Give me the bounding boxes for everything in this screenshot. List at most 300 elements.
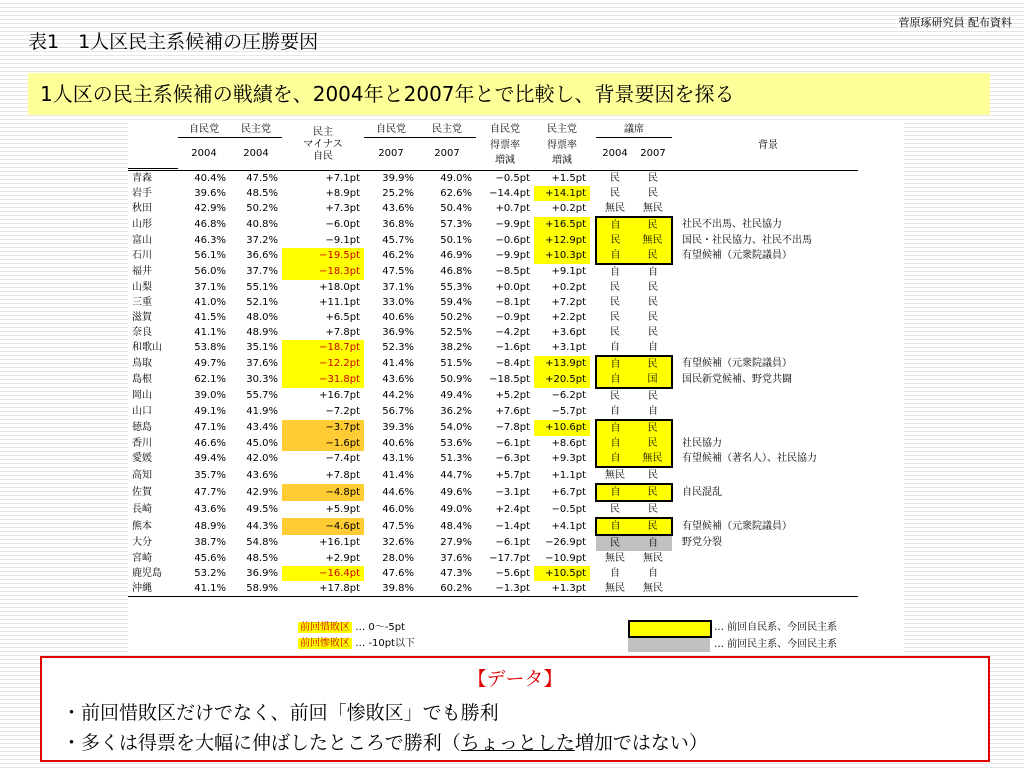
cell-seat-2004: 無民 [596,581,634,597]
cell-jimin-rate-change: −4.2pt [495,326,530,338]
cell-minshu-2004: 43.4% [246,422,278,433]
cell-jimin-rate-change: −0.9pt [495,311,530,323]
cell-jimin-2004: 46.8% [194,219,226,230]
cell-minshu-rate-change: +0.2pt [551,203,586,214]
table-row [128,325,858,340]
cell-diff-2004: +18.0pt [319,281,360,293]
cell-jimin-rate-change: −0.5pt [495,172,530,184]
legend-close-badge: 前回惜敗区 [300,622,350,633]
cell-minshu-2007: 50.9% [440,374,472,385]
cell-background [678,186,858,201]
cell-jimin-2007: 25.2% [382,187,414,199]
cell-prefecture: 三重 [132,296,152,308]
cell-jimin-2004: 48.9% [194,520,226,532]
cell-seat-2007: 自 [648,341,658,353]
table-row [128,535,858,551]
cell-background: 社民不出馬、社民協力 [682,219,782,230]
cell-jimin-2004: 41.0% [194,296,226,308]
cell-minshu-2004: 45.0% [246,437,278,449]
callout-heading: 【データ】 [467,668,563,690]
cell-minshu-rate-change: +3.6pt [551,326,586,338]
cell-minshu-rate-change: +1.3pt [534,581,590,597]
legend-big [298,636,415,651]
cell-minshu-rate-change: −6.2pt [551,390,586,401]
cell-seat-2004: 無民 [605,202,625,214]
cell-seat-2007: 民 [648,469,658,481]
cell-jimin-2007: 52.3% [382,342,414,353]
cell-jimin-2004: 40.4% [194,172,226,184]
cell-diff-2004: −12.2pt [282,356,364,372]
cell-jimin-2007: 47.5% [382,520,414,532]
cell-background: 有望候補（元衆院議員） [682,520,792,532]
cell-prefecture: 高知 [132,469,152,481]
table-row [128,217,858,233]
cell-jimin-2004: 37.1% [194,281,226,293]
hdr-diff-line2: マイナス [303,139,343,150]
cell-jimin-rate-change: −1.6pt [495,342,530,353]
cell-diff-2004: −9.1pt [325,234,360,246]
cell-seat-2004: 自 [596,436,634,451]
cell-seat-2007: 自 [648,567,658,579]
cell-prefecture: 和歌山 [132,342,162,353]
cell-minshu-2004: 48.5% [246,552,278,564]
table-row [128,340,858,356]
cell-minshu-2007: 55.3% [440,281,472,293]
table-row [128,436,858,451]
cell-seat-2007: 民 [648,326,658,338]
cell-background [678,566,858,581]
cell-jimin-2007: 45.7% [382,234,414,246]
cell-diff-2004: +8.9pt [325,187,360,199]
cell-seat-2004: 自 [596,248,634,264]
cell-background: 野党分裂 [682,537,722,548]
cell-jimin-2004: 49.4% [194,453,226,464]
cell-prefecture: 岡山 [132,390,152,401]
cell-minshu-2004: 35.1% [246,342,278,353]
cell-seat-2004: 民 [596,233,634,248]
cell-jimin-2007: 39.8% [364,581,418,597]
cell-diff-2004: −1.6pt [282,436,364,451]
cell-jimin-rate-change: +2.4pt [495,503,530,515]
cell-seat-2004: 自 [596,217,634,233]
cell-seat-2004: 民 [610,390,620,402]
cell-background: 国民新党候補、野党共闘 [682,374,792,385]
table-row [128,467,858,484]
hdr-rate-line3-m: 増減 [552,154,572,166]
cell-jimin-rate-change: −8.1pt [495,296,530,308]
cell-jimin-2007: 36.8% [382,219,414,230]
hdr-year-2004a: 2004 [191,147,217,159]
cell-jimin-rate-change: −5.6pt [495,567,530,579]
cell-diff-2004: −7.4pt [325,453,360,464]
legend-big-badge: 前回惨敗区 [300,638,350,649]
cell-minshu-rate-change: +9.1pt [551,266,586,277]
cell-jimin-2007: 37.1% [382,281,414,293]
cell-jimin-2004: 35.7% [194,469,226,481]
cell-seat-2004: 自 [610,405,620,417]
cell-prefecture: 山梨 [132,281,152,293]
hdr-seats: 議席 [596,122,672,138]
cell-seat-2004: 民 [610,172,620,184]
cell-seat-2007: 自 [648,266,658,278]
cell-prefecture: 鳥取 [132,358,152,369]
cell-jimin-2007: 41.4% [382,358,414,369]
cell-jimin-2007: 43.1% [382,453,414,464]
cell-jimin-2004: 41.1% [194,326,226,338]
cell-diff-2004: +16.1pt [319,537,360,548]
cell-minshu-2004: 49.5% [246,503,278,515]
cell-background [678,388,858,404]
cell-seat-2007: 自 [634,535,672,551]
cell-minshu-2007: 38.2% [440,342,472,353]
cell-minshu-2007: 50.4% [440,203,472,214]
cell-seat-2007: 無民 [634,581,672,597]
cell-jimin-2004: 49.7% [194,358,226,369]
cell-prefecture: 沖縄 [128,581,178,597]
cell-jimin-2004: 39.6% [194,187,226,199]
cell-minshu-2007: 49.0% [440,172,472,184]
cell-diff-2004: +7.1pt [325,172,360,184]
cell-jimin-2004: 43.6% [194,503,226,515]
cell-minshu-rate-change: +13.9pt [534,356,590,372]
cell-seat-2007: 民 [634,248,672,264]
cell-seat-2007: 民 [634,518,672,535]
cell-seat-2007: 民 [648,296,658,308]
cell-minshu-rate-change: +16.5pt [534,217,590,233]
cell-seat-2007: 無民 [634,233,672,248]
cell-seat-2007: 無民 [634,451,672,467]
cell-minshu-2004: 37.2% [246,234,278,246]
cell-seat-2007: 民 [634,420,672,436]
cell-jimin-rate-change: +5.7pt [495,469,530,481]
cell-seat-2007: 民 [634,217,672,233]
table-row [128,372,858,388]
cell-jimin-rate-change: −8.5pt [495,266,530,277]
table-row [128,248,858,264]
cell-minshu-2007: 36.2% [440,406,472,417]
cell-seat-2004: 自 [610,341,620,353]
cell-diff-2004: +11.1pt [319,296,360,308]
cell-jimin-2007: 40.6% [382,311,414,323]
cell-jimin-rate-change: −8.4pt [495,358,530,369]
cell-jimin-2007: 47.6% [382,567,414,579]
cell-background [678,501,858,518]
cell-minshu-rate-change: −26.9pt [545,537,586,548]
cell-prefecture: 徳島 [132,422,152,433]
cell-jimin-2004: 41.1% [178,581,230,597]
cell-seat-2004: 自 [596,518,634,535]
hdr-seat-2007: 2007 [640,147,666,159]
cell-jimin-2004: 47.1% [194,422,226,433]
cell-seat-2004: 民 [610,326,620,338]
cell-seat-2004: 民 [610,503,620,515]
cell-jimin-2007: 41.4% [382,469,414,481]
table-row [128,280,858,295]
cell-minshu-rate-change: +4.1pt [551,520,586,532]
cell-jimin-2004: 47.7% [194,486,226,498]
table-row [128,295,858,310]
cell-minshu-2004: 55.7% [246,390,278,401]
cell-jimin-rate-change: −9.9pt [495,250,530,261]
legend-yellow-desc: … 前回自民系、今回民主系 [714,622,838,633]
cell-minshu-2007: 50.2% [440,311,472,323]
cell-minshu-2004: 42.9% [246,486,278,498]
cell-minshu-2007: 48.4% [440,520,472,532]
hdr-year-2007b: 2007 [434,147,460,159]
table-row [128,388,858,404]
cell-seat-2004: 無民 [605,469,625,481]
cell-minshu-2007: 60.2% [418,581,476,597]
cell-jimin-2007: 43.6% [382,374,414,385]
cell-minshu-2004: 48.9% [246,326,278,338]
cell-jimin-2004: 53.8% [194,342,226,353]
table-row [128,264,858,280]
hdr-jimin-2007: 自民党 [364,122,418,138]
cell-jimin-2007: 40.6% [382,437,414,449]
cell-jimin-rate-change: −3.1pt [495,486,530,498]
cell-jimin-rate-change: −6.1pt [495,437,530,449]
table-row [128,201,858,217]
cell-seat-2007: 自 [648,405,658,417]
cell-background [678,467,858,484]
cell-jimin-2007: 46.0% [382,503,414,515]
cell-background [678,295,858,310]
cell-minshu-2004: 55.1% [246,281,278,293]
cell-background: 自民混乱 [682,486,722,498]
cell-minshu-rate-change: +9.3pt [551,453,586,464]
cell-minshu-2007: 53.6% [440,437,472,449]
cell-jimin-2007: 56.7% [382,406,414,417]
hdr-rate-line2-j: 得票率 [490,139,520,151]
table-row [128,451,858,467]
cell-background [678,280,858,295]
cell-minshu-2007: 44.7% [440,469,472,481]
cell-seat-2004: 民 [610,187,620,199]
data-callout-box [40,656,990,762]
cell-seat-2004: 自 [610,567,620,579]
cell-seat-2004: 民 [610,296,620,308]
cell-prefecture: 愛媛 [132,453,152,464]
cell-minshu-rate-change: +8.6pt [551,437,586,449]
cell-seat-2007: 民 [634,436,672,451]
cell-seat-2007: 民 [648,281,658,293]
cell-prefecture: 長崎 [132,503,152,515]
cell-seat-2004: 自 [596,372,634,388]
cell-jimin-2004: 38.7% [194,537,226,548]
cell-jimin-rate-change: −18.5pt [489,374,530,385]
cell-minshu-2004: 58.9% [230,581,282,597]
cell-diff-2004: −31.8pt [282,372,364,388]
cell-jimin-2004: 41.5% [194,311,226,323]
cell-minshu-2007: 46.8% [440,266,472,277]
page-title: 表1 1人区民主系候補の圧勝要因 [28,31,319,53]
table-row [128,501,858,518]
cell-background [678,325,858,340]
legend-gray-swatch [628,638,710,652]
cell-seat-2004: 自 [596,420,634,436]
cell-jimin-2007: 28.0% [382,552,414,564]
cell-minshu-2004: 40.8% [246,219,278,230]
cell-background: 国民・社民協力、社民不出馬 [682,234,812,246]
cell-minshu-2004: 42.0% [246,453,278,464]
cell-minshu-2007: 49.0% [440,503,472,515]
cell-seat-2007: 民 [648,172,658,184]
cell-minshu-rate-change: −5.7pt [551,406,586,417]
cell-diff-2004: −6.0pt [325,219,360,230]
credit-label: 菅原琢研究員 配布資料 [898,16,1012,29]
table-row [128,170,858,186]
cell-background [678,551,858,566]
cell-background [678,170,858,186]
cell-seat-2004: 無民 [605,552,625,564]
cell-minshu-rate-change: +6.7pt [551,486,586,498]
cell-jimin-2004: 56.0% [194,266,226,277]
cell-diff-2004: +7.3pt [325,203,360,214]
cell-minshu-2007: 54.0% [440,422,472,433]
cell-minshu-2007: 49.6% [440,486,472,498]
cell-minshu-rate-change: −0.5pt [551,503,586,515]
hdr-diff-line1: 民主 [313,127,333,138]
table-row [128,551,858,566]
cell-minshu-2004: 43.6% [246,469,278,481]
cell-minshu-2004: 37.6% [246,358,278,369]
cell-diff-2004: −7.2pt [325,406,360,417]
cell-diff-2004: −18.7pt [282,340,364,356]
hdr-jimin-2004: 自民党 [178,122,230,138]
cell-jimin-rate-change: −17.7pt [489,552,530,564]
cell-prefecture: 香川 [132,437,152,449]
cell-seat-2007: 民 [648,311,658,323]
cell-minshu-2004: 48.0% [246,311,278,323]
cell-jimin-rate-change: −7.8pt [495,422,530,433]
legend-close-desc: … 0〜-5pt [355,622,405,633]
cell-minshu-2004: 52.1% [246,296,278,308]
cell-background [678,201,858,217]
cell-minshu-rate-change: +12.9pt [534,233,590,248]
cell-jimin-2004: 56.1% [194,250,226,261]
cell-jimin-2004: 62.1% [194,374,226,385]
cell-jimin-2004: 49.1% [194,406,226,417]
cell-jimin-2007: 44.2% [382,390,414,401]
cell-background: 有望候補（元衆院議員） [682,250,792,261]
hdr-minshu-2007: 民主党 [418,122,476,138]
hdr-rate-line3-j: 増減 [495,154,515,166]
legend-gray-desc: … 前回民主系、今回民主系 [714,639,838,650]
cell-seat-2007: 民 [648,187,658,199]
cell-minshu-2007: 51.5% [440,358,472,369]
cell-seat-2004: 自 [596,356,634,372]
cell-diff-2004: +17.8pt [282,581,364,597]
cell-seat-2007: 国 [634,372,672,388]
cell-prefecture: 岩手 [132,187,152,199]
cell-jimin-2004: 46.6% [194,437,226,449]
cell-minshu-rate-change: +3.1pt [551,342,586,353]
table-row [128,233,858,248]
cell-minshu-2004: 36.6% [246,250,278,261]
cell-prefecture: 青森 [132,172,152,184]
hdr-minshu-rate: 民主党 [547,124,577,136]
cell-seat-2004: 自 [596,484,634,501]
cell-jimin-2007: 33.0% [382,296,414,308]
cell-background [678,581,858,597]
legend-close [298,620,405,635]
cell-jimin-2007: 44.6% [382,486,414,498]
cell-minshu-2004: 41.9% [246,406,278,417]
cell-jimin-rate-change: −6.1pt [495,537,530,548]
cell-minshu-2007: 47.3% [440,567,472,579]
cell-jimin-2007: 46.2% [382,250,414,261]
cell-diff-2004: −4.8pt [282,484,364,501]
results-table-panel [128,120,904,654]
cell-diff-2004: −3.7pt [282,420,364,436]
cell-minshu-rate-change: +20.5pt [534,372,590,388]
cell-background: 有望候補（著名人）、社民協力 [682,453,817,464]
cell-prefecture: 山口 [132,406,152,417]
cell-prefecture: 滋賀 [132,311,152,323]
table-row [128,484,858,501]
cell-jimin-2004: 53.2% [194,567,226,579]
cell-seat-2007: 民 [634,484,672,501]
table-row [128,404,858,420]
cell-prefecture: 佐賀 [132,486,152,498]
cell-minshu-rate-change: +14.1pt [534,186,590,201]
cell-background [678,404,858,420]
cell-minshu-2004: 30.3% [246,374,278,385]
cell-prefecture: 宮崎 [132,552,152,564]
cell-diff-2004: +2.9pt [325,552,360,564]
cell-seat-2004: 民 [610,311,620,323]
cell-seat-2007: 民 [648,390,658,402]
cell-diff-2004: +16.7pt [319,390,360,401]
cell-jimin-rate-change: −14.4pt [489,187,530,199]
cell-minshu-2007: 27.9% [440,537,472,548]
header-row-1 [128,122,858,138]
cell-prefecture: 奈良 [132,326,152,338]
hdr-jimin-rate: 自民党 [490,124,520,136]
cell-background [678,420,858,436]
cell-minshu-2007: 46.9% [440,250,472,261]
cell-prefecture: 大分 [132,537,152,548]
cell-minshu-rate-change: +7.2pt [551,296,586,308]
cell-seat-2007: 無民 [643,202,663,214]
cell-seat-2004: 自 [610,266,620,278]
legend-big-desc: … -10pt以下 [355,638,415,649]
cell-seat-2004: 自 [596,451,634,467]
cell-minshu-rate-change: +10.3pt [534,248,590,264]
cell-minshu-2004: 48.5% [246,187,278,199]
cell-minshu-2007: 52.5% [440,326,472,338]
cell-minshu-2007: 57.3% [440,219,472,230]
cell-diff-2004: −16.4pt [282,566,364,581]
cell-seat-2004: 民 [596,535,634,551]
cell-jimin-2007: 36.9% [382,326,414,338]
cell-minshu-2007: 62.6% [440,187,472,199]
cell-minshu-rate-change: +0.2pt [551,281,586,293]
hdr-seat-2004: 2004 [602,147,628,159]
cell-prefecture: 石川 [132,250,152,261]
cell-minshu-2007: 51.3% [440,453,472,464]
cell-minshu-2004: 37.7% [246,266,278,277]
cell-jimin-rate-change: −1.3pt [476,581,534,597]
cell-diff-2004: +5.9pt [325,503,360,515]
cell-jimin-2007: 39.9% [382,172,414,184]
cell-background: 有望候補（元衆院議員） [682,358,792,369]
cell-background [678,340,858,356]
cell-seat-2004: 民 [610,281,620,293]
cell-background [678,264,858,280]
cell-minshu-2004: 44.3% [246,520,278,532]
hdr-year-2007a: 2007 [378,147,404,159]
